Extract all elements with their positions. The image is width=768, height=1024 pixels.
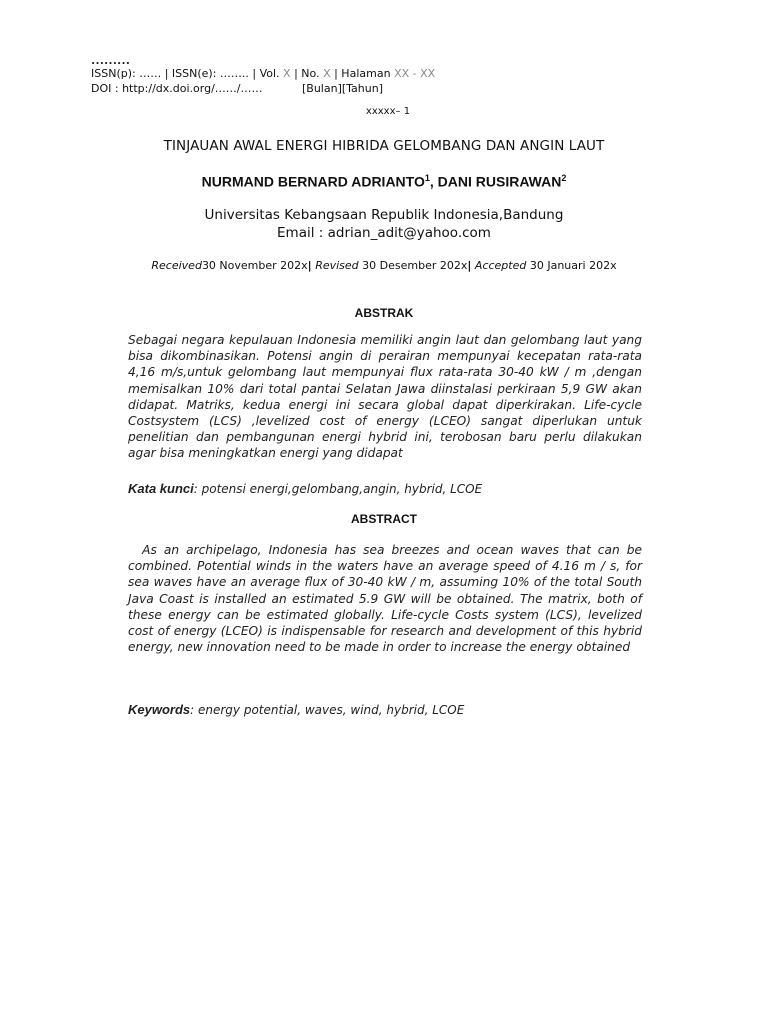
author-2-affiliation-mark: 2 bbox=[561, 173, 567, 183]
author-1-affiliation-mark: 1 bbox=[424, 173, 430, 183]
submission-dates: Received30 November 202x| Revised 30 Desember 202x| Accepted 30 Januari 202x bbox=[151, 259, 617, 272]
kata-kunci-label: Kata kunci bbox=[128, 481, 194, 496]
number-label: | No. bbox=[294, 67, 320, 80]
keywords-values: : energy potential, waves, wind, hybrid, LCOE bbox=[190, 703, 465, 717]
number-value: X bbox=[323, 67, 331, 80]
email: Email : adrian_adit@yahoo.com bbox=[277, 225, 491, 241]
pages-label: | Halaman bbox=[334, 67, 391, 80]
revised-date: 30 Desember 202x bbox=[358, 259, 468, 272]
doi-line bbox=[91, 82, 383, 96]
kata-kunci bbox=[128, 481, 482, 496]
revised-label: Revised bbox=[315, 259, 359, 272]
keywords-label: Keywords bbox=[128, 702, 191, 717]
issn-line bbox=[91, 67, 435, 81]
issn-text: ISSN(p): …… | ISSN(e): …….. | Vol. bbox=[91, 67, 280, 80]
institution: Universitas Kebangsaan Republik Indonesia,Bandung bbox=[204, 207, 564, 223]
paper-title: TINJAUAN AWAL ENERGI HIBRIDA GELOMBANG DAN ANGIN LAUT bbox=[163, 138, 605, 154]
accepted-label: Accepted bbox=[474, 259, 527, 272]
pages-value: XX - XX bbox=[394, 67, 436, 80]
abstract-text: As an archipelago, Indonesia has sea breezes and ocean waves that can be combined. Potential winds in the waters have an average speed of 4.16 m / s, for sea waves have an average flux of 30-40 kW / m, assuming 10% of the total South Java Coast is installed an estimated 5.9 GW will be obtained. The matrix, both of these energy can be estimated globally. Life-cycle Costs system (LCS), levelized cost of energy (LCEO) is indispensable for research and development of this hybrid energy, new innovation need to be made in order to increase the energy obtained bbox=[128, 543, 646, 655]
accepted-date: 30 Januari 202x bbox=[526, 259, 617, 272]
keywords bbox=[128, 702, 464, 717]
author-2: DANI RUSIRAWAN bbox=[437, 173, 562, 190]
abstract-heading: ABSTRACT bbox=[351, 512, 417, 526]
page-number: xxxxx– 1 bbox=[365, 106, 411, 117]
kata-kunci-values: : potensi energi,gelombang,angin, hybrid, LCOE bbox=[193, 482, 483, 496]
received-date: 30 November 202x bbox=[201, 259, 308, 272]
author-separator: , bbox=[429, 173, 438, 190]
author-1: NURMAND BERNARD ADRIANTO bbox=[201, 173, 425, 190]
author-line bbox=[0, 173, 768, 190]
abstrak-text: Sebagai negara kepulauan Indonesia memiliki angin laut dan gelombang laut yang bisa dikombinasikan. Potensi angin di perairan mempunyai kecepatan rata-rata 4,16 m/s,untuk gelombang laut mempunyai flux rata-rata 30-40 kW / m ,dengan memisalkan 10% dari total pantai Selatan Jawa diinstalasi perkiraan 5,9 GW akan didapat. Matriks, kedua energi ini secara global dapat diperkirakan. Life-cycle Costsystem (LCS) ,levelized cost of energy (LCEO) sangat diperlukan untuk penelitian dan pembangunan energi hybrid ini, terobosan baru perlu dilakukan agar bisa meningkatkan energi yang didapat bbox=[128, 333, 642, 461]
doi-text: DOI : http://dx.doi.org/……/…… bbox=[91, 82, 263, 95]
affiliation-block bbox=[0, 206, 768, 242]
received-label: Received bbox=[151, 259, 202, 272]
abstrak-heading: ABSTRAK bbox=[354, 306, 414, 320]
volume-value: X bbox=[283, 67, 291, 80]
header-dots: ……… bbox=[91, 52, 130, 67]
month-year: [Bulan][Tahun] bbox=[301, 82, 383, 95]
